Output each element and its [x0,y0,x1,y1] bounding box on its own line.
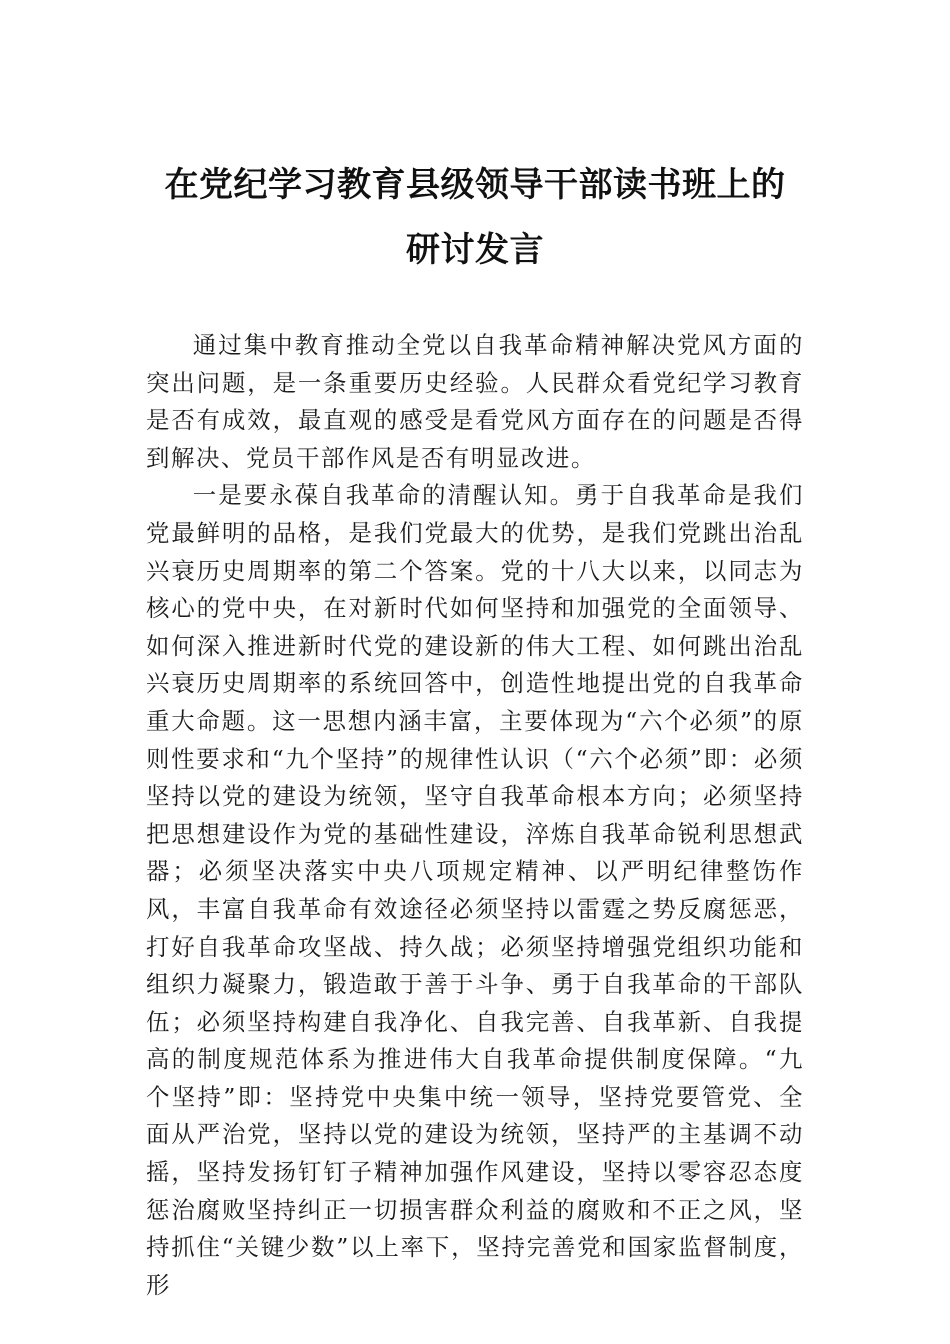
document-title-line-1: 在党纪学习教育县级领导干部读书班上的 [164,165,786,205]
document-title-line-2: 研讨发言 [406,230,544,270]
document-body [146,327,804,1304]
paragraph-intro: 通过集中教育推动全党以自我革命精神解决党风方面的突出问题，是一条重要历史经验。人民群众看党纪学习教育是否有成效，最直观的感受是看党风方面存在的问题是否得到解决、党员干部作风是否有明显改进。 [146,331,804,472]
paragraph-point-one: 一是要永葆自我革命的清醒认知。勇于自我革命是我们党最鲜明的品格，是我们党最大的优势，是我们党跳出治乱兴衰历史周期率的第二个答案。党的十八大以来，以同志为核心的党中央，在对新时代如何坚持和加强党的全面领导、如何深入推进新时代党的建设新的伟大工程、如何跳出治乱兴衰历史周期率的系统回答中，创造性地提出党的自我革命重大命题。这一思想内涵丰富，主要体现为“六个必须”的原则性要求和“九个坚持”的规律性认识（“六个必须”即：必须坚持以党的建设为统领，坚守自我革命根本方向；必须坚持把思想建设作为党的基础性建设，淬炼自我革命锐利思想武器；必须坚决落实中央八项规定精神、以严明纪律整饬作风，丰富自我革命有效途径必须坚持以雷霆之势反腐惩恶，打好自我革命攻坚战、持久战；必须坚持增强党组织功能和组织力凝聚力，锻造敢于善于斗争、勇于自我革命的干部队伍；必须坚持构建自我净化、自我完善、自我革新、自我提高的制度规范体系为推进伟大自我革命提供制度保障。“九个坚持”即：坚持党中央集中统一领导，坚持党要管党、全面从严治党，坚持以党的建设为统领，坚持严的主基调不动摇，坚持发扬钉钉子精神加强作风建设，坚持以零容忍态度惩治腐败坚持纠正一切损害群众利益的腐败和不正之风，坚持抓住“关键少数”以上率下，坚持完善党和国家监督制度，形 [146,481,804,1299]
